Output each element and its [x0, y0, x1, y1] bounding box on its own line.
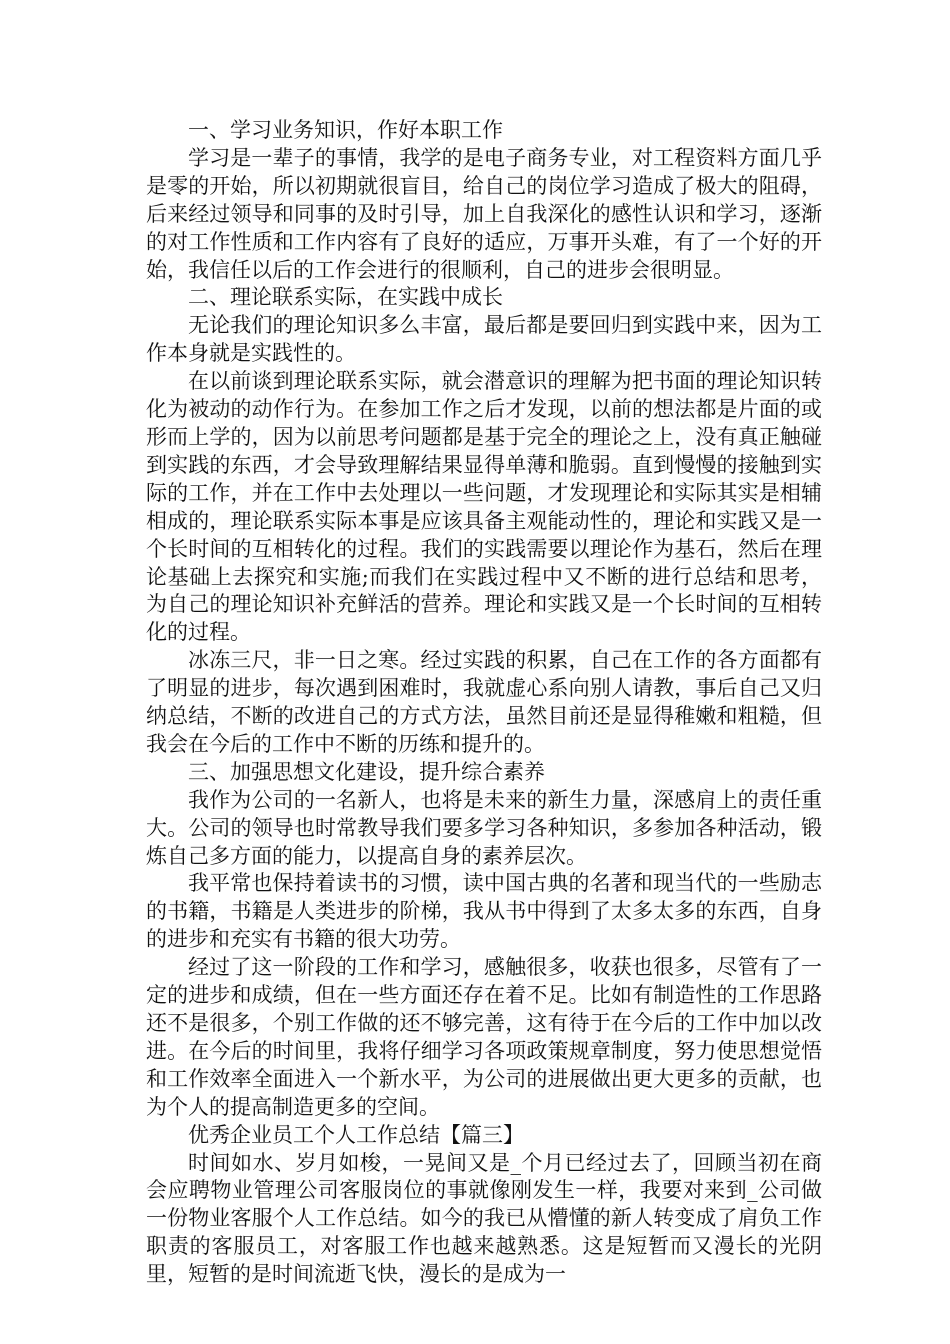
paragraph: 冰冻三尺，非一日之寒。经过实践的积累，自己在工作的各方面都有了明显的进步，每次遇到困难时，我就虚心系向别人请教，事后自己又归纳总结，不断的改进自己的方式方法，虽然目前还是显得稚嫩和粗糙，但我会在今后的工作中不断的历练和提升的。: [146, 648, 822, 756]
paragraph: 无论我们的理论知识多么丰富，最后都是要回归到实践中来，因为工作本身就是实践性的。: [146, 313, 822, 366]
paragraph: 时间如水、岁月如梭，一晃间又是_个月已经过去了，回顾当初在商会应聘物业管理公司客服岗位的事就像刚发生一样，我要对来到_公司做一份物业客服个人工作总结。如今的我已从懵懂的新人转变成了肩负工作职责的客服员工，对客服工作也越来越熟悉。这是短暂而又漫长的光阴里，短暂的是时间流逝飞快，漫长的是成为一: [146, 1150, 822, 1287]
section-heading-1: 一、学习业务知识，作好本职工作: [188, 118, 503, 142]
paragraph: 经过了这一阶段的工作和学习，感触很多，收获也很多，尽管有了一定的进步和成绩，但在一些方面还存在着不足。比如有制造性的工作思路还不是很多，个别工作做的还不够完善，这有待于在今后的工作中加以改进。在今后的时间里，我将仔细学习各项政策规章制度，努力使思想觉悟和工作效率全面进入一个新水平，为公司的进展做出更大更多的贡献，也为个人的提高制造更多的空间。: [146, 955, 822, 1119]
article-heading: 优秀企业员工个人工作总结【篇三】: [188, 1122, 524, 1147]
section-heading-2: 二、理论联系实际，在实践中成长: [188, 285, 503, 310]
paragraph: 在以前谈到理论联系实际，就会潜意识的理解为把书面的理论知识转化为被动的动作行为。在参加工作之后才发现，以前的想法都是片面的或形而上学的，因为以前思考问题都是基于完全的理论之上，没有真正触碰到实践的东西，才会导致理解结果显得单薄和脆弱。直到慢慢的接触到实际的工作，并在工作中去处理以一些问题，才发现理论和实际其实是相辅相成的，理论联系实际本事是应该具备主观能动性的，理论和实践又是一个长时间的互相转化的过程。我们的实践需要以理论作为基石，然后在理论基础上去探究和实施;而我们在实践过程中又不断的进行总结和思考，为自己的理论知识补充鲜活的营养。理论和实践又是一个长时间的互相转化的过程。: [146, 369, 822, 645]
document-body: [146, 117, 822, 1289]
section-heading-3: 三、加强思想文化建设，提升综合素养: [188, 759, 545, 784]
paragraph: 我作为公司的一名新人，也将是未来的新生力量，深感肩上的责任重大。公司的领导也时常教导我们要多学习各种知识，多参加各种活动，锻炼自己多方面的能力，以提高自身的素养层次。: [146, 787, 822, 868]
paragraph: 我平常也保持着读书的习惯，读中国古典的名著和现当代的一些励志的书籍，书籍是人类进步的阶梯，我从书中得到了太多太多的东西，自身的进步和充实有书籍的很大功劳。: [146, 871, 822, 952]
paragraph: 学习是一辈子的事情，我学的是电子商务专业，对工程资料方面几乎是零的开始，所以初期就很盲目，给自己的岗位学习造成了极大的阻碍，后来经过领导和同事的及时引导，加上自我深化的感性认识和学习，逐渐的对工作性质和工作内容有了良好的适应，万事开头难，有了一个好的开始，我信任以后的工作会进行的很顺利，自己的进步会很明显。: [146, 145, 822, 282]
